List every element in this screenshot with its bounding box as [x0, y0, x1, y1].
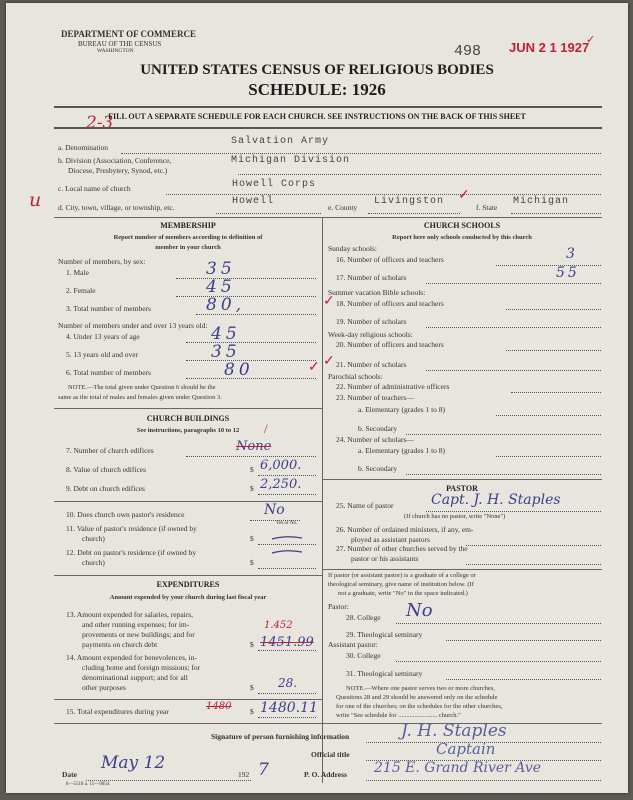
q19-label: 19. Number of scholars — [336, 317, 407, 326]
bureau-label: BUREAU OF THE CENSUS — [78, 40, 162, 48]
q24-label: 24. Number of scholars— — [336, 435, 414, 444]
q28-label: 28. College — [346, 613, 381, 622]
census-schedule-sheet — [6, 3, 628, 793]
q9-debt-label: 9. Debt on church edifices — [66, 484, 145, 493]
parochial-schools-label: Parochial schools: — [328, 372, 383, 381]
membership-instruction-2: member in your church — [155, 244, 221, 251]
received-date-stamp: JUN 2 1 1927 — [509, 40, 590, 55]
official-title-label: Official title — [311, 750, 350, 759]
weekday-schools-label: Week-day religious schools: — [328, 330, 413, 339]
pastor-heading: PASTOR — [446, 484, 478, 493]
division-sublabel: Diocese, Presbytery, Synod, etc.) — [68, 166, 168, 175]
pastor-footnote-line3: for one of the churches; on the schedules for the other churches, — [336, 703, 503, 710]
q14-label-2: cluding home and foreign missions; for — [82, 663, 201, 672]
local-name-label: c. Local name of church — [58, 184, 131, 193]
q1-male-label: 1. Male — [66, 268, 89, 277]
q14-label-4: other purposes — [82, 683, 126, 692]
pastor-note-line2: theological seminary, give name of institution below. (If — [328, 581, 474, 588]
q23-label: 23. Number of teachers— — [336, 393, 414, 402]
buildings-heading: CHURCH BUILDINGS — [146, 414, 230, 423]
pastor-note-line3: not a graduate, write "No" in the space indicated.) — [338, 590, 468, 597]
q16-value: 3 — [566, 246, 575, 262]
q20-label: 20. Number of officers and teachers — [336, 340, 444, 349]
q7-edifices-label: 7. Number of church edifices — [66, 446, 154, 455]
q18-label: 18. Number of officers and teachers — [336, 299, 444, 308]
q8-dollar: $ — [250, 465, 254, 474]
q23-elementary-label: a. Elementary (grades 1 to 8) — [358, 405, 446, 414]
q10-residence-label: 10. Does church own pastor's residence — [66, 510, 185, 519]
county-check-mark: ✓ — [458, 188, 470, 203]
q21-label: 21. Number of scholars — [336, 360, 407, 369]
buildings-instruction: See instructions, paragraphs 10 to 12 — [136, 427, 240, 434]
q17-value: 55 — [556, 265, 580, 281]
q13-corrected-amount: 1.452 — [264, 620, 293, 631]
state-value: Michigan — [513, 196, 570, 207]
q9-dollar: $ — [250, 484, 254, 493]
schedule-serial-number: 498 — [454, 43, 482, 60]
q15-struck-amount: 1480 — [206, 701, 232, 712]
q14-dollar: $ — [250, 683, 254, 692]
division-label: b. Division (Association, Conference, — [58, 156, 172, 165]
q14-label-1: 14. Amount expended for benevolences, in- — [66, 653, 198, 662]
schools-instruction: Report here only schools conducted by this church — [392, 234, 532, 241]
q11-q12-dash-marks — [268, 531, 308, 561]
city-value: Howell — [232, 196, 275, 207]
q18-check-mark: ✓ — [323, 294, 335, 309]
q5-over13-value: 35 — [211, 342, 241, 362]
q26-label-1: 26. Number of ordained ministers, if any, em- — [336, 525, 474, 534]
q14-label-3: denominational support; and for all — [82, 673, 188, 682]
q30-label: 30. College — [346, 651, 381, 660]
q7-edifices-value: None — [236, 439, 272, 454]
local-name-value: Howell Corps — [232, 179, 317, 190]
q9-debt-amount: 2,250. — [260, 477, 302, 492]
q15-dollar: $ — [250, 707, 254, 716]
denomination-value: Salvation Army — [231, 136, 330, 147]
q1-male-value: 35 — [206, 259, 236, 279]
q2-female-label: 2. Female — [66, 286, 96, 295]
q27-label-1: 27. Number of other churches served by the — [336, 544, 468, 553]
q24-elementary-label: a. Elementary (grades 1 to 8) — [358, 446, 446, 455]
q15-total-label: 15. Total expenditures during year — [66, 707, 169, 716]
q23-secondary-label: b. Secondary — [358, 424, 398, 433]
instructions-banner: FILL OUT A SEPARATE SCHEDULE FOR EACH CHURCH. SEE INSTRUCTIONS ON THE BACK OF THIS SHEET — [108, 112, 526, 121]
q16-label: 16. Number of officers and teachers — [336, 255, 444, 264]
q13-amount: 1451.99 — [260, 635, 314, 650]
q12-dollar: $ — [250, 558, 254, 567]
q17-label: 17. Number of scholars — [336, 273, 407, 282]
date-label: Date — [62, 770, 77, 779]
members-by-sex-label: Number of members, by sex: — [58, 257, 146, 266]
q24-secondary-label: b. Secondary — [358, 464, 398, 473]
form-schedule-title: SCHEDULE: 1926 — [248, 80, 386, 99]
q4-under13-label: 4. Under 13 years of age — [66, 332, 140, 341]
q6-total-value: 80 — [224, 360, 254, 380]
expenditures-heading: EXPENDITURES — [156, 580, 220, 589]
membership-note-line2: same as the total of males and females given under Question 3. — [58, 394, 222, 401]
form-number: 8—5518 a. 11—9054 — [66, 782, 110, 787]
q3-total-value: 80, — [206, 295, 246, 315]
sunday-schools-label: Sunday schools: — [328, 244, 377, 253]
q27-label-2: pastor or his assistants — [351, 554, 419, 563]
membership-instruction-1: Report number of members according to definition of — [113, 234, 263, 241]
q8-value-amount: 6,000. — [260, 458, 302, 473]
q12-residence-debt-label: 12. Debt on pastor's residence (if owned by — [66, 548, 197, 557]
q11-church-label: church) — [82, 534, 105, 543]
q8-value-label: 8. Value of church edifices — [66, 465, 147, 474]
department-label: DEPARTMENT OF COMMERCE — [61, 29, 197, 39]
q25-pastor-name: Capt. J. H. Staples — [431, 492, 561, 508]
q5-over13-label: 5. 13 years old and over — [66, 350, 139, 359]
pastor-footnote-line2: Questions 28 and 29 should be answered only on the schedule — [336, 694, 498, 701]
q3-total-label: 3. Total number of members — [66, 304, 151, 313]
q22-label: 22. Number of administrative officers — [336, 382, 450, 391]
membership-note-line1: NOTE.—The total given under Question 6 should be the — [68, 384, 216, 391]
denomination-label: a. Denomination — [58, 143, 108, 152]
county-label: e. County — [328, 203, 358, 212]
pastor-section-label: Pastor: — [328, 602, 349, 611]
membership-heading: MEMBERSHIP — [160, 221, 216, 230]
q13-label-3: provements or new buildings; and for — [82, 630, 195, 639]
q14-amount: 28. — [278, 676, 298, 690]
members-by-age-label: Number of members under and over 13 years old: — [58, 321, 208, 330]
county-value: Livingston — [374, 196, 445, 207]
form-title: UNITED STATES CENSUS OF RELIGIOUS BODIES — [140, 62, 494, 78]
city-label-d: d. City, town, village, or township, etc. — [58, 203, 175, 212]
q13-label-1: 13. Amount expended for salaries, repairs, — [66, 610, 194, 619]
q10-residence-value: No — [264, 502, 285, 518]
year-value: 7 — [258, 760, 269, 780]
assistant-pastor-label: Assistant pastor: — [328, 640, 378, 649]
q13-dollar: $ — [250, 640, 254, 649]
q6-total-label: 6. Total number of members — [66, 368, 151, 377]
city-label: WASHINGTON — [97, 48, 134, 54]
q15-total-amount: 1480.11 — [260, 700, 318, 716]
pastor-note-line1: If pastor (or assistant pastor) is a graduate of a college or — [328, 572, 476, 579]
signature-value: J. H. Staples — [401, 721, 507, 741]
po-address-label: P. O. Address — [304, 770, 347, 779]
q10-yes-no-hint: Yes or No. — [276, 521, 298, 526]
state-label: f. State — [476, 203, 498, 212]
q13-label-4: payments on church debt — [82, 640, 158, 649]
division-value: Michigan Division — [231, 155, 351, 166]
pastor-footnote-line4: write "See schedule for ........................ church." — [336, 712, 461, 719]
q11-residence-value-label: 11. Value of pastor's residence (if owned by — [66, 524, 197, 533]
date-value: May 12 — [101, 753, 166, 773]
signature-label: Signature of person furnishing information — [211, 732, 350, 741]
stamp-check-mark: ✓ — [586, 34, 596, 46]
q21-check-mark: ✓ — [323, 354, 335, 369]
q25-label: 25. Name of pastor — [336, 501, 394, 510]
pastor-footnote-line1: NOTE.—Where one pastor serves two or more churches, — [346, 685, 495, 692]
q11-dollar: $ — [250, 534, 254, 543]
handwritten-margin-mark: u — [29, 189, 42, 211]
q29-label: 29. Theological seminary — [346, 630, 423, 639]
q28-value: No — [406, 600, 433, 621]
po-address-value: 215 E. Grand River Ave — [374, 760, 542, 776]
expenditures-instruction: Amount expended by your church during last fiscal year — [109, 594, 267, 601]
q31-label: 31. Theological seminary — [346, 669, 423, 678]
q13-label-2: and other running expenses; for im- — [82, 620, 190, 629]
q6-check-mark: ✓ — [308, 360, 320, 375]
q4-under13-value: 45 — [211, 324, 241, 344]
official-title-value: Captain — [436, 740, 496, 758]
q12-church-label: church) — [82, 558, 105, 567]
summer-schools-label: Summer vacation Bible schools: — [328, 288, 426, 297]
q2-female-value: 45 — [206, 277, 236, 297]
handwritten-code-top: 2-3 — [86, 113, 114, 133]
schools-heading: CHURCH SCHOOLS — [423, 221, 501, 230]
q26-label-2: ployed as assistant pastors — [351, 535, 430, 544]
year-label: 192 — [238, 770, 250, 779]
buildings-tick: / — [264, 421, 268, 436]
q25-note: (If church has no pastor, write "None") — [404, 513, 506, 520]
